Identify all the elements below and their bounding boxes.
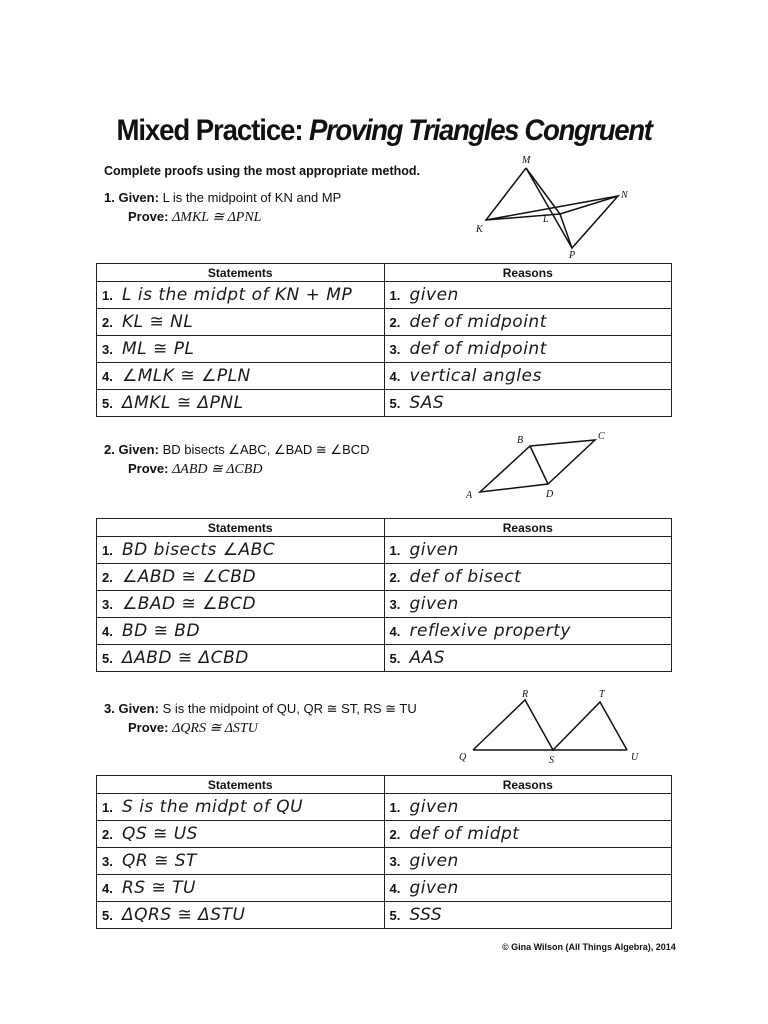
table-row <box>97 390 672 417</box>
table-row <box>97 336 672 363</box>
table-header-row <box>97 264 672 282</box>
statement-cell: S is the midpt of QU <box>122 797 304 817</box>
label-c: C <box>598 431 605 442</box>
table-row <box>97 794 672 821</box>
statement-cell: ∠ABD ≅ ∠CBD <box>122 567 257 587</box>
label-b: B <box>517 435 524 446</box>
problem-number: 2. <box>104 442 115 457</box>
prove-text: ΔABD ≅ ΔCBD <box>172 462 263 477</box>
problem-3-header <box>104 699 417 738</box>
table-row <box>97 848 672 875</box>
proof-table-3 <box>96 775 672 929</box>
statement-cell: BD bisects ∠ABC <box>122 540 276 560</box>
table-row <box>97 363 672 390</box>
row-number: 4. <box>102 624 113 639</box>
row-number: 2. <box>389 315 401 330</box>
statement-cell: ∠BAD ≅ ∠BCD <box>122 594 257 614</box>
table-row <box>97 902 672 929</box>
statement-cell: ∠MLK ≅ ∠PLN <box>122 366 251 386</box>
reason-cell: def of midpoint <box>409 339 547 359</box>
proof-table-1 <box>96 263 672 417</box>
instructions: Complete proofs using the most appropriate method. <box>104 164 420 178</box>
row-number: 5. <box>102 396 113 411</box>
label-n: N <box>621 190 628 201</box>
statements-header: Statements <box>97 776 385 794</box>
row-number: 5. <box>389 908 401 923</box>
statement-cell: RS ≅ TU <box>122 878 196 898</box>
reason-cell: SAS <box>409 393 445 413</box>
label-m: M <box>522 155 531 166</box>
row-number: 1. <box>389 800 401 815</box>
prove-text: ΔQRS ≅ ΔSTU <box>172 721 258 736</box>
row-number: 3. <box>389 597 401 612</box>
label-d: D <box>546 489 554 500</box>
row-number: 1. <box>102 288 113 303</box>
prove-label: Prove: <box>128 720 169 735</box>
statement-cell: ΔQRS ≅ ΔSTU <box>122 905 246 925</box>
problem-number: 1. <box>104 190 115 205</box>
given-label: Given: <box>118 190 159 205</box>
table-row <box>97 309 672 336</box>
reason-cell: def of bisect <box>409 567 522 587</box>
label-l: L <box>543 214 549 225</box>
row-number: 2. <box>102 827 113 842</box>
page-title <box>31 114 738 148</box>
statement-cell: ML ≅ PL <box>122 339 195 359</box>
reason-cell: given <box>409 285 459 305</box>
copyright-footer: © Gina Wilson (All Things Algebra), 2014 <box>502 942 676 952</box>
row-number: 1. <box>102 543 113 558</box>
row-number: 3. <box>389 854 401 869</box>
statement-cell: L is the midpt of KN + MP <box>122 285 353 305</box>
reason-cell: AAS <box>409 648 446 668</box>
reason-cell: given <box>409 878 459 898</box>
reasons-header: Reasons <box>384 776 672 794</box>
table-row <box>97 564 672 591</box>
row-number: 2. <box>102 570 113 585</box>
row-number: 2. <box>389 570 401 585</box>
statement-cell: ΔMKL ≅ ΔPNL <box>122 393 244 413</box>
problem-1-header <box>104 188 341 227</box>
reason-cell: def of midpoint <box>409 312 547 332</box>
given-label: Given: <box>118 442 159 457</box>
table-row <box>97 591 672 618</box>
row-number: 4. <box>102 881 113 896</box>
given-label: Given: <box>118 701 159 716</box>
reason-cell: given <box>409 797 459 817</box>
row-number: 3. <box>102 854 113 869</box>
statement-cell: ΔABD ≅ ΔCBD <box>122 648 249 668</box>
problem-2-header <box>104 440 370 479</box>
table-row <box>97 537 672 564</box>
label-a: A <box>466 490 473 501</box>
reason-cell: reflexive property <box>409 621 571 641</box>
label-q: Q <box>459 752 467 763</box>
reasons-header: Reasons <box>384 519 672 537</box>
row-number: 4. <box>389 624 401 639</box>
row-number: 5. <box>389 396 401 411</box>
label-u: U <box>631 752 639 763</box>
problem-number: 3. <box>104 701 115 716</box>
reason-cell: def of midpt <box>409 824 520 844</box>
reason-cell: given <box>409 594 459 614</box>
title-main: Mixed Practice: <box>116 114 303 147</box>
reason-cell: vertical angles <box>409 366 542 386</box>
row-number: 1. <box>389 543 401 558</box>
row-number: 3. <box>102 342 113 357</box>
reason-cell: SSS <box>409 905 443 925</box>
table-row <box>97 282 672 309</box>
row-number: 4. <box>389 369 401 384</box>
row-number: 5. <box>102 651 113 666</box>
row-number: 4. <box>102 369 113 384</box>
row-number: 2. <box>102 315 113 330</box>
table-row <box>97 618 672 645</box>
label-s: S <box>549 755 554 766</box>
prove-text: ΔMKL ≅ ΔPNL <box>172 210 262 225</box>
reasons-header: Reasons <box>384 264 672 282</box>
reason-cell: given <box>409 540 459 560</box>
given-text: BD bisects ∠ABC, ∠BAD ≅ ∠BCD <box>162 442 370 457</box>
statement-cell: QS ≅ US <box>122 824 198 844</box>
label-t: T <box>599 689 605 700</box>
reason-cell: given <box>409 851 459 871</box>
title-sub: Proving Triangles Congruent <box>308 114 652 147</box>
label-p: P <box>569 250 576 261</box>
statement-cell: QR ≅ ST <box>122 851 197 871</box>
table-row <box>97 875 672 902</box>
prove-label: Prove: <box>128 461 169 476</box>
table-row <box>97 821 672 848</box>
row-number: 2. <box>389 827 401 842</box>
figure-1-diagram <box>470 150 640 260</box>
figure-3-diagram <box>455 688 645 768</box>
prove-label: Prove: <box>128 209 169 224</box>
given-text: L is the midpoint of KN and MP <box>162 190 342 205</box>
figure-2-diagram <box>460 428 620 508</box>
table-header-row <box>97 519 672 537</box>
label-k: K <box>476 224 483 235</box>
table-row <box>97 645 672 672</box>
row-number: 3. <box>389 342 401 357</box>
label-r: R <box>522 689 529 700</box>
row-number: 4. <box>389 881 401 896</box>
table-header-row <box>97 776 672 794</box>
statements-header: Statements <box>97 519 385 537</box>
row-number: 3. <box>102 597 113 612</box>
statement-cell: KL ≅ NL <box>122 312 194 332</box>
proof-table-2 <box>96 518 672 672</box>
row-number: 1. <box>389 288 401 303</box>
statement-cell: BD ≅ BD <box>122 621 201 641</box>
row-number: 5. <box>389 651 401 666</box>
given-text: S is the midpoint of QU, QR ≅ ST, RS ≅ TU <box>162 701 417 716</box>
row-number: 1. <box>102 800 113 815</box>
statements-header: Statements <box>97 264 385 282</box>
row-number: 5. <box>102 908 113 923</box>
